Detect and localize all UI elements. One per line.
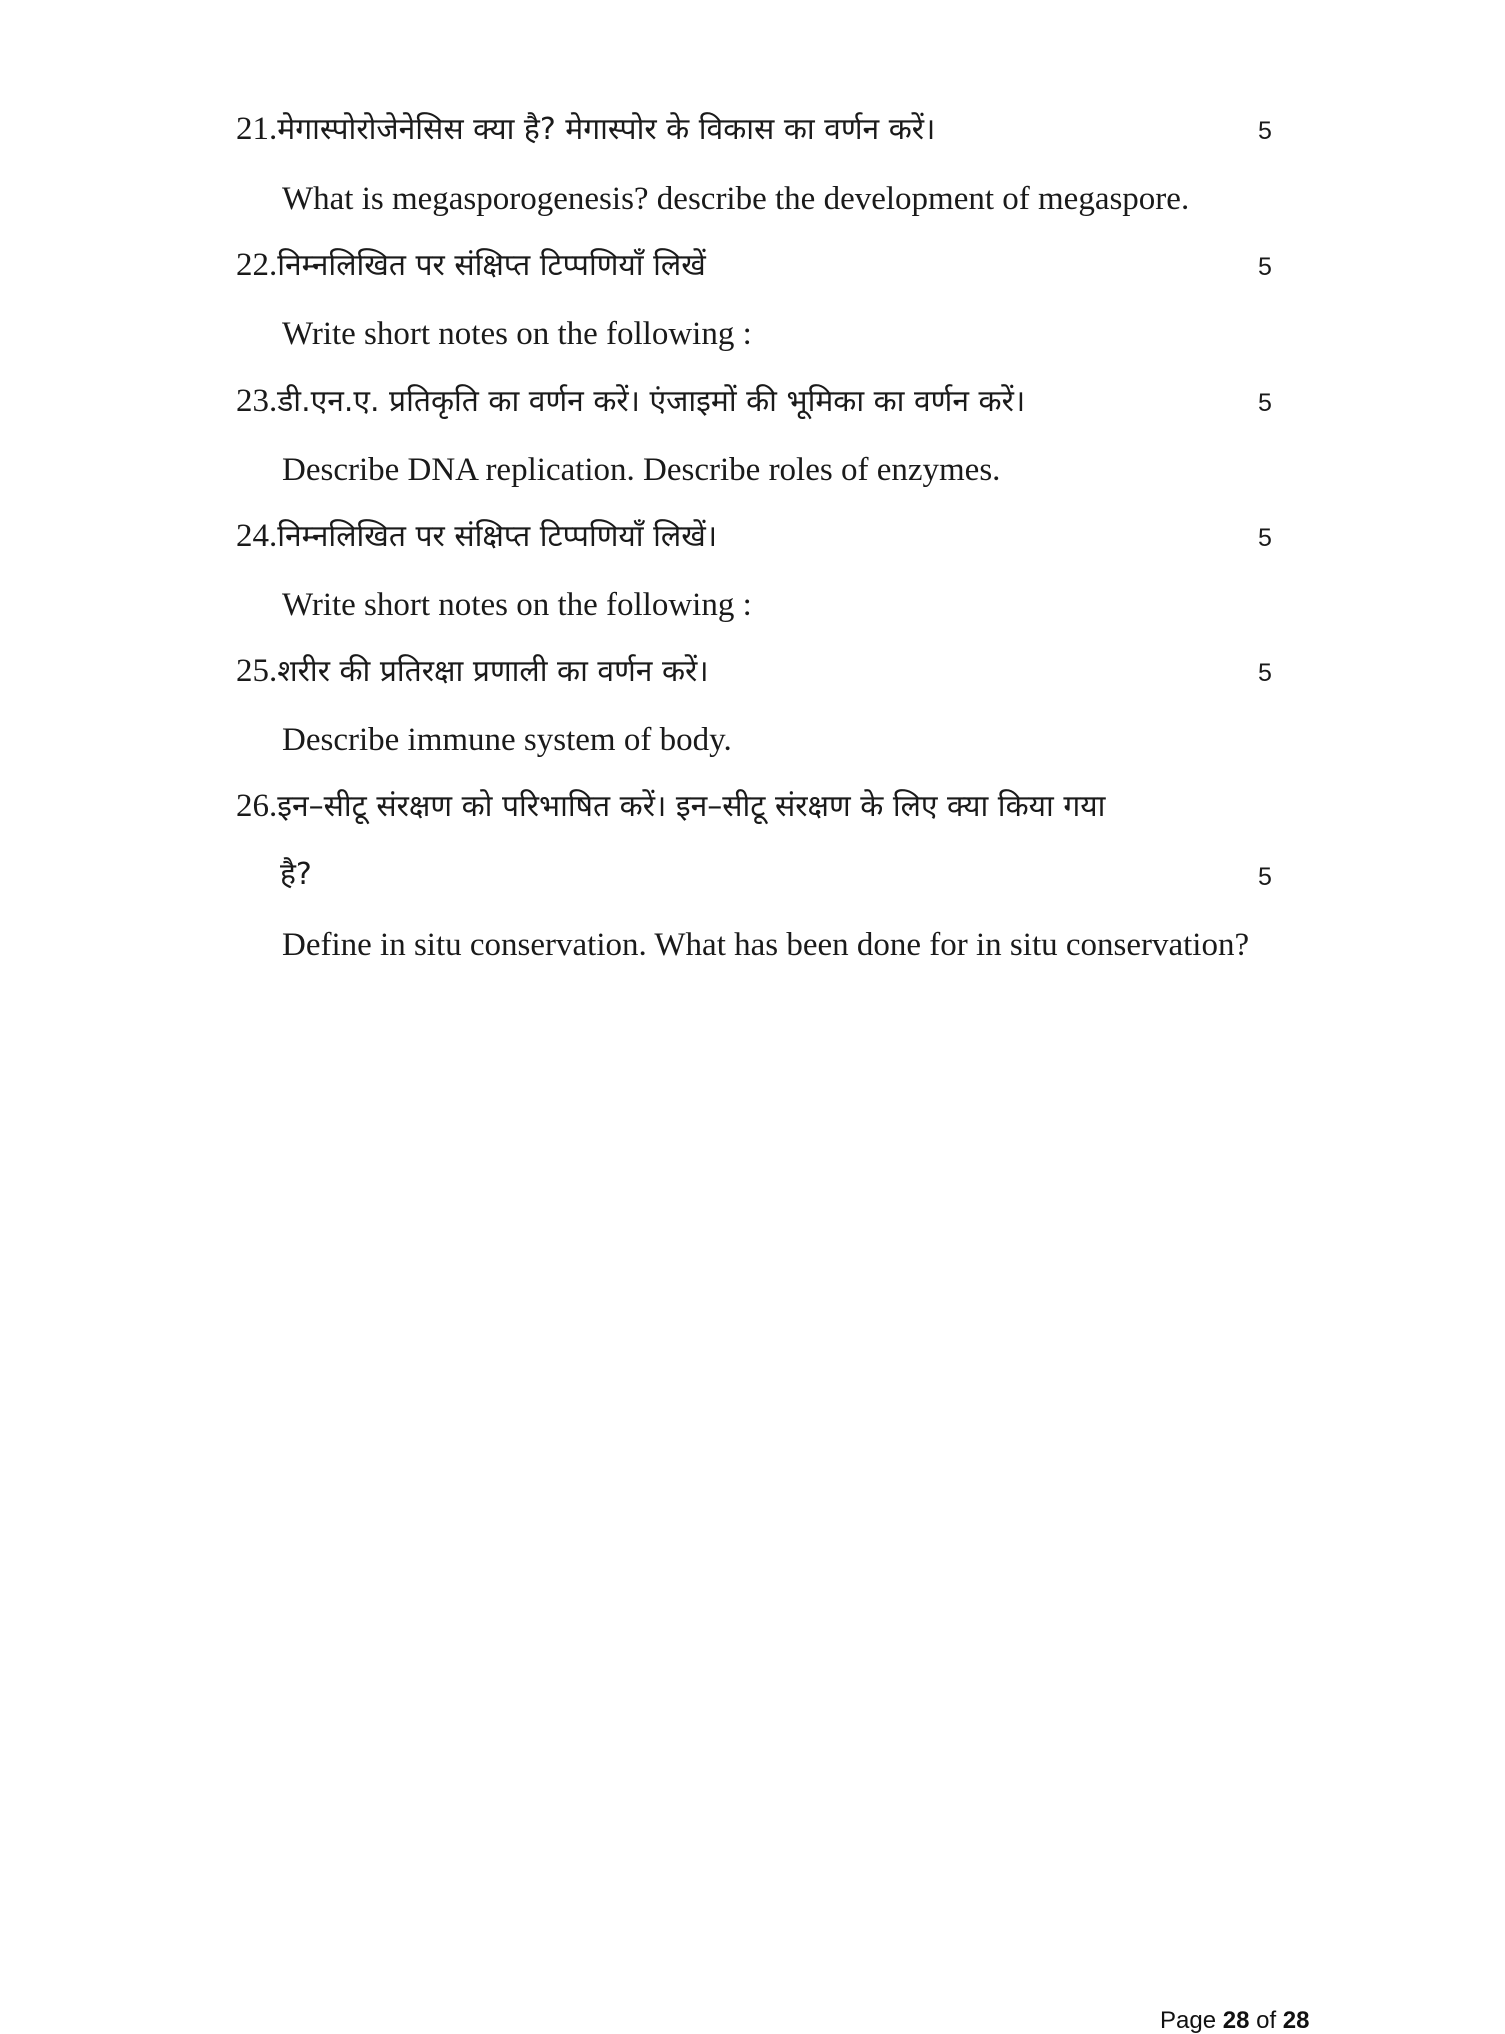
question-hindi <box>236 109 935 150</box>
question-english-text: Define in situ conservation. What has been done for in situ conservation? <box>282 927 1250 963</box>
question-english-text: Describe DNA replication. Describe roles of enzymes. <box>282 452 1001 488</box>
question-hindi-text: निम्नलिखित पर संक्षिप्त टिप्पणियाँ लिखें। <box>277 519 718 554</box>
question-number: 24. <box>236 518 278 554</box>
question-marks: 5 <box>1258 863 1272 891</box>
page-number-footer <box>1160 2008 1310 2034</box>
footer-total-pages: 28 <box>1282 2007 1310 2034</box>
question-hindi-text: शरीर की प्रतिरक्षा प्रणाली का वर्णन करें। <box>277 654 709 689</box>
question-hindi-text: डी.एन.ए. प्रतिकृति का वर्णन करें। एंजाइमों की भूमिका का वर्णन करें। <box>277 384 1026 419</box>
question-english-text: Write short notes on the following : <box>282 587 752 623</box>
question-number: 21. <box>236 111 278 147</box>
question-hindi-text: मेगास्पोरोजेनेसिस क्या है? मेगास्पोर के विकास का वर्णन करें। <box>277 112 936 147</box>
question-marks: 5 <box>1258 389 1272 417</box>
question-english-text: Describe immune system of body. <box>282 722 732 758</box>
question-hindi-continued: है? <box>280 857 312 892</box>
question-hindi <box>236 245 706 286</box>
question-hindi <box>236 381 1025 422</box>
footer-current-page: 28 <box>1222 2007 1250 2034</box>
question-number: 22. <box>236 247 278 283</box>
footer-of-word: of <box>1256 2007 1277 2034</box>
question-marks: 5 <box>1258 253 1272 281</box>
question-hindi <box>236 651 709 692</box>
question-marks: 5 <box>1258 117 1272 145</box>
question-number: 25. <box>236 653 278 689</box>
question-marks: 5 <box>1258 659 1272 687</box>
question-english-text: Write short notes on the following : <box>282 316 752 352</box>
question-number: 26. <box>236 788 278 824</box>
footer-page-word: Page <box>1160 2007 1217 2034</box>
question-hindi <box>236 786 1105 827</box>
question-hindi-text: इन–सीटू संरक्षण को परिभाषित करें। इन–सीटू संरक्षण के लिए क्या किया गया <box>277 789 1106 824</box>
question-hindi-text: निम्नलिखित पर संक्षिप्त टिप्पणियाँ लिखें <box>277 248 706 283</box>
question-number: 23. <box>236 383 278 419</box>
question-english-text: What is megasporogenesis? describe the development of megaspore. <box>282 181 1190 217</box>
question-marks: 5 <box>1258 524 1272 552</box>
question-hindi <box>236 516 717 557</box>
